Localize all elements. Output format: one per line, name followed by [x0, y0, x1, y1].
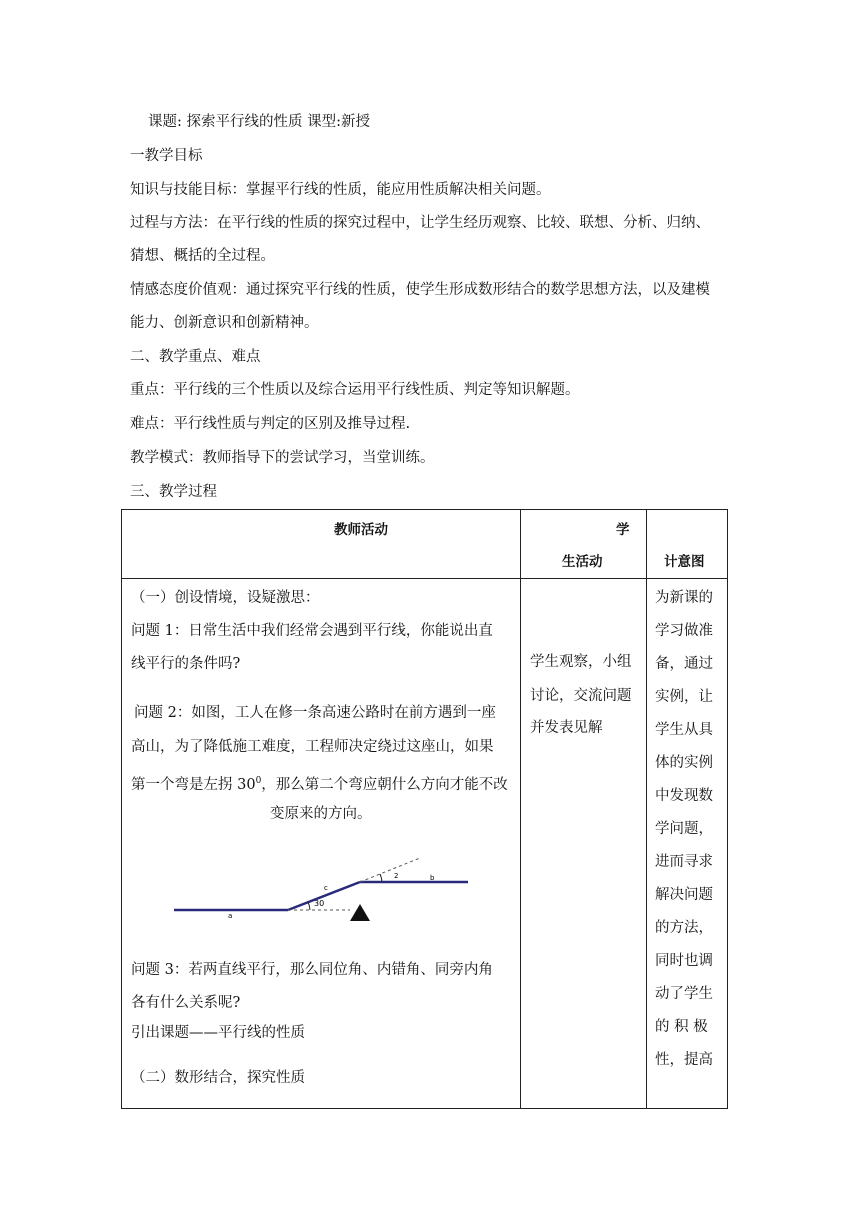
teacher-line-3: 线平行的条件吗? [131, 656, 241, 672]
process-goal-line1: 过程与方法：在平行线的性质的探究过程中，让学生经历观察、比较、联想、分析、归纳、 [130, 215, 710, 231]
design-line-5: 学生从具 [655, 722, 713, 738]
design-line-12: 同时也调 [655, 953, 713, 969]
design-line-14: 的 积 极 [655, 1019, 708, 1035]
teacher-line-4: 问题 2：如图，工人在修一条高速公路时在前方遇到一座 [134, 705, 496, 721]
design-line-11: 的方法， [655, 920, 713, 936]
teacher-line-6-b: ，那么第二个弯应朝什么方向才能不改 [261, 776, 508, 793]
design-line-3: 备，通过 [655, 656, 713, 672]
student-line-2: 讨论，交流问题 [530, 688, 632, 704]
angle-arc-30 [308, 902, 310, 910]
teacher-line-6 [131, 771, 508, 795]
dashed-ref-upper [360, 858, 420, 882]
difficult-point: 难点：平行线性质与判定的区别及推导过程. [130, 416, 411, 432]
teacher-line-2: 问题 1：日常生活中我们经常会遇到平行线，你能说出直 [131, 623, 493, 639]
teacher-line-10: 引出课题——平行线的性质 [131, 1025, 305, 1041]
design-line-2: 学习做准 [655, 623, 713, 639]
mountain-triangle [350, 904, 370, 921]
header-teacher-activity: 教师活动 [334, 522, 388, 538]
angle-30-label: 30 [314, 899, 325, 908]
emotion-goal-line1: 情感态度价值观：通过探究平行线的性质，使学生形成数形结合的数学思想方法，以及建模 [130, 282, 710, 298]
label-2: 2 [394, 872, 399, 880]
emotion-goal-line2: 能力、创新意识和创新精神。 [130, 315, 319, 331]
student-line-1: 学生观察，小组 [530, 654, 632, 670]
teacher-line-8: 问题 3：若两直线平行，那么同位角、内错角、同旁内角 [131, 962, 493, 978]
teacher-line-7: 变原来的方向。 [270, 806, 372, 822]
design-line-8: 学问题， [655, 821, 713, 837]
teacher-line-9: 各有什么关系呢? [131, 995, 241, 1011]
design-line-7: 中发现数 [655, 788, 713, 804]
label-b: b [430, 874, 435, 882]
lesson-title: 课题: 探索平行线的性质 课型:新授 [148, 114, 370, 130]
design-line-6: 体的实例 [655, 755, 713, 771]
process-goal-line2: 猜想、概括的全过程。 [130, 248, 275, 264]
design-line-9: 进而寻求 [655, 854, 713, 870]
key-point: 重点：平行线的三个性质以及综合运用平行线性质、判定等知识解题。 [130, 382, 580, 398]
design-line-1: 为新课的 [655, 590, 713, 606]
process-heading: 三、教学过程 [130, 484, 217, 500]
teaching-mode: 教学模式：教师指导下的尝试学习，当堂训练。 [130, 450, 435, 466]
design-line-4: 实例，让 [655, 689, 713, 705]
keypoints-heading: 二、教学重点、难点 [130, 349, 261, 365]
teacher-line-11: （二）数形结合，探究性质 [131, 1070, 305, 1086]
header-student-activity-part1: 学 [616, 522, 630, 538]
design-line-15: 性，提高 [655, 1052, 713, 1068]
objectives-heading: 一教学目标 [130, 148, 203, 164]
header-student-activity-part2: 生活动 [562, 554, 603, 570]
teacher-line-1: （一）创设情境，设疑激思： [131, 590, 320, 606]
teacher-line-6-a: 第一个弯是左拐 30 [131, 776, 256, 793]
degree-superscript: 0 [255, 776, 262, 786]
teacher-line-5: 高山，为了降低施工难度，工程师决定绕过这座山，如果 [131, 739, 494, 755]
header-design-intent: 计意图 [664, 554, 705, 570]
label-c: c [324, 884, 328, 892]
design-line-13: 动了学生 [655, 986, 713, 1002]
label-a: a [228, 912, 233, 920]
design-line-10: 解决问题 [655, 887, 713, 903]
student-line-3: 并发表见解 [530, 720, 603, 736]
knowledge-goal: 知识与技能目标：掌握平行线的性质，能应用性质解决相关问题。 [130, 182, 551, 198]
road-figure [170, 850, 480, 925]
